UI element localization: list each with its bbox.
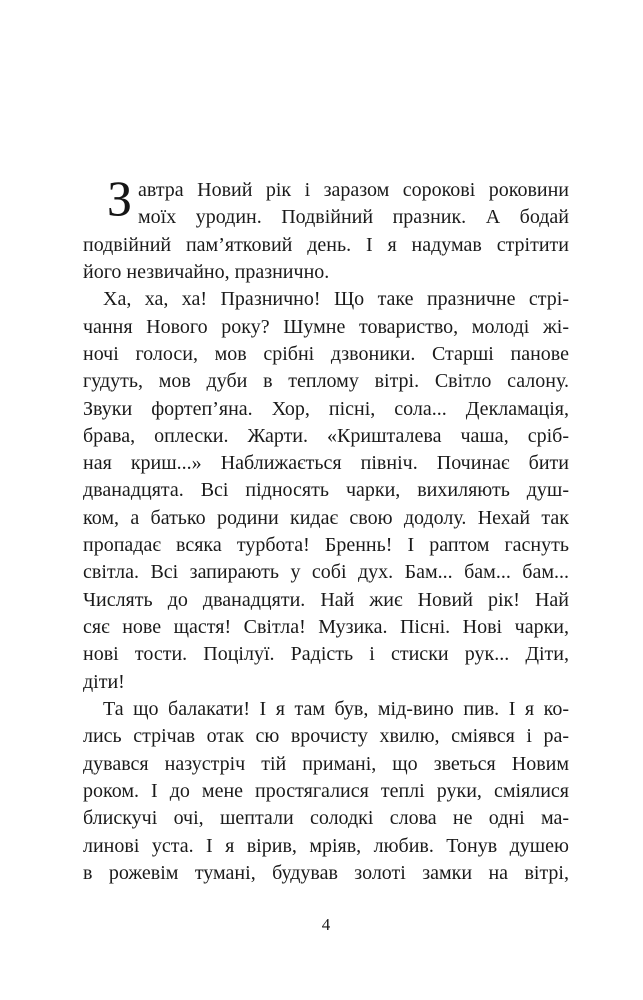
text-line: блискучі очі, шептали солодкі слова не одні ма- xyxy=(83,807,569,830)
paragraph xyxy=(83,696,569,887)
text-line: брава, оплески. Жарти. «Кришталева чаша, сріб- xyxy=(83,424,569,447)
text-line: автра Новий рік і заразом сорокові роковини xyxy=(138,179,569,201)
text-line: Та що балакати! І я там був, мід-вино пив. І я ко- xyxy=(103,697,569,720)
text-line: Числять до дванадцяти. Най жиє Новий рік! Най xyxy=(83,588,569,611)
text-line: пропадає всяка турбота! Бреннь! І раптом гаснуть xyxy=(83,534,569,557)
text-line: моїх уродин. Подвійний празник. А бодай xyxy=(138,206,569,229)
text-line: світла. Всі запирають у собі дух. Бам... бам... бам... xyxy=(83,561,569,584)
paragraph xyxy=(83,286,569,696)
text-line: його незвичайно, празнично. xyxy=(83,260,330,283)
text-line: Звуки фортеп’яна. Хор, пісні, сола... Декламація, xyxy=(83,397,569,420)
text-line: нові тости. Поцілуї. Радість і стиски рук... Діти, xyxy=(83,643,569,666)
text-line: Ха, ха, ха! Празнично! Що таке празничне стрі- xyxy=(103,288,569,311)
text-block xyxy=(83,170,569,887)
drop-cap: З xyxy=(107,170,133,226)
text-line: чання Нового року? Шумне товариство, молоді жі- xyxy=(83,315,569,338)
text-line: ночі голоси, мов срібні дзвоники. Старші панове xyxy=(83,342,569,365)
page-number: 4 xyxy=(321,915,331,934)
text-line: гудуть, мов дуби в теплому вітрі. Світло салону. xyxy=(83,370,569,393)
text-line: діти! xyxy=(83,670,125,693)
text-line: ная криш...» Наближається північ. Починає бити xyxy=(83,452,569,475)
text-line: лись стрічав отак сю врочисту хвилю, сміявся і ра- xyxy=(83,725,569,748)
text-line: роком. І до мене простягалися теплі руки, сміялися xyxy=(83,779,569,802)
text-line: сяє нове щастя! Світла! Музика. Пісні. Нові чарки, xyxy=(83,616,569,638)
text-line: дувався назустріч тій примані, що зветься Новим xyxy=(83,752,569,775)
paragraph xyxy=(83,170,569,286)
text-line: линові уста. І я вірив, мріяв, любив. Тонув душею xyxy=(83,834,569,857)
text-line: ком, а батько родини кидає свою додолу. Нехай так xyxy=(83,506,569,529)
text-line: дванадцята. Всі підносять чарки, вихиляють душ- xyxy=(83,479,569,502)
text-line: подвійний пам’ятковий день. І я надумав стрітити xyxy=(83,233,569,256)
text-line: в рожевім тумані, будував золоті замки на вітрі, xyxy=(83,861,569,884)
